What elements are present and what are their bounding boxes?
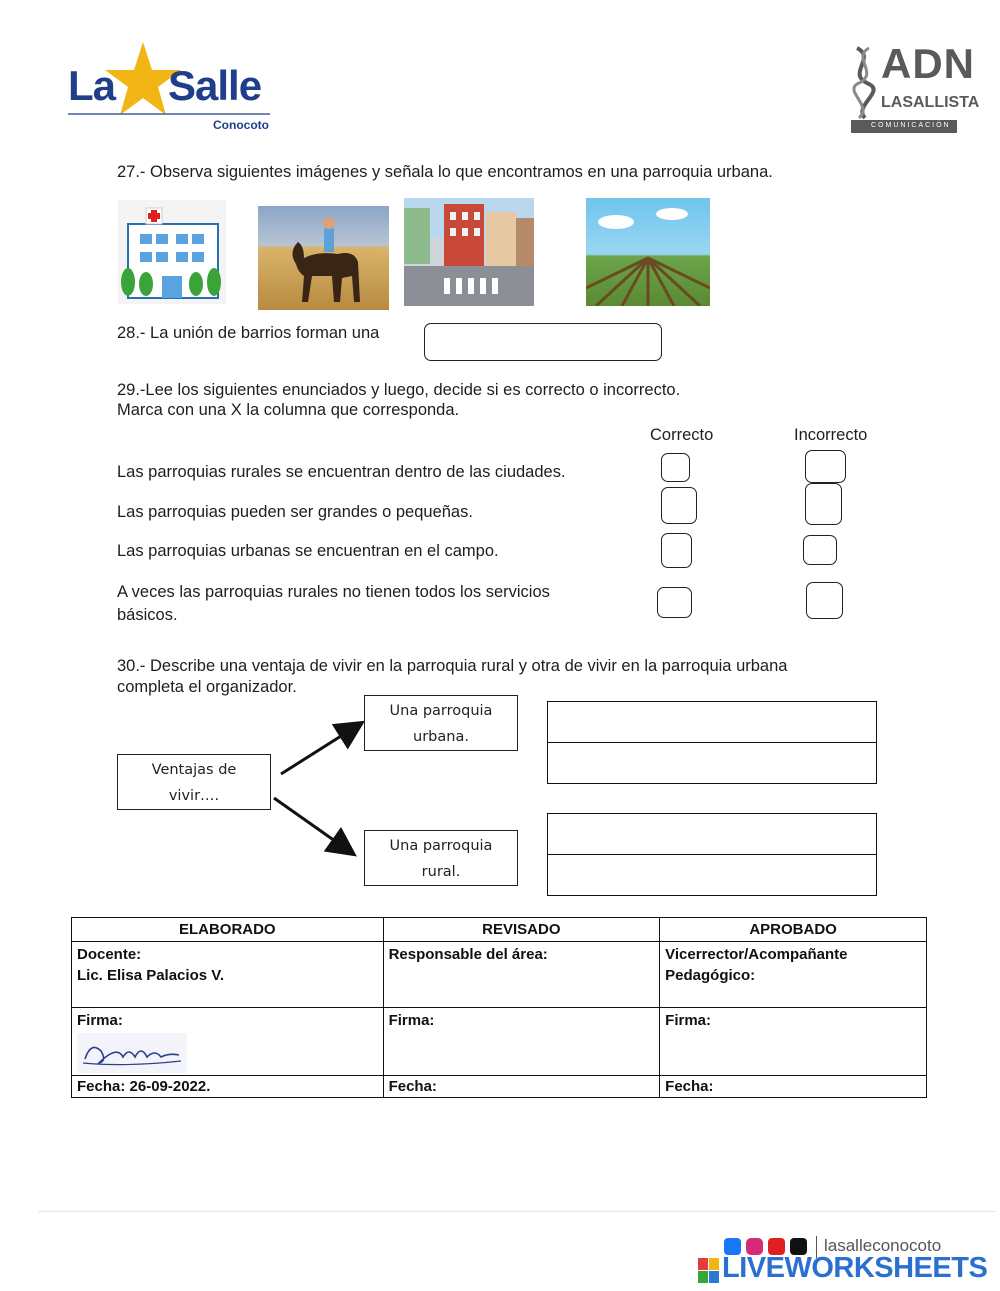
organizer-rural-line2: rural. bbox=[421, 864, 461, 880]
signature-table bbox=[71, 917, 927, 1098]
elaborado-firma-cell bbox=[72, 1008, 384, 1076]
vicerrector-label-2: Pedagógico: bbox=[665, 967, 756, 984]
question-30-text: 30.- Describe una ventaja de vivir en la parroquia rural y otra de vivir en la parroquia urbana bbox=[117, 657, 788, 675]
arrow-to-rural bbox=[274, 798, 352, 853]
handwritten-signature-icon bbox=[77, 1033, 187, 1073]
social-handle[interactable]: lasalleconocoto bbox=[824, 1236, 942, 1255]
organizer-rural-line1: Una parroquia bbox=[389, 838, 493, 854]
lasalle-subtitle: Conocoto bbox=[213, 118, 269, 132]
liveworksheets-live-badge bbox=[698, 1258, 720, 1284]
question-27-text: 27.- Observa siguientes imágenes y señala lo que encontramos en una parroquia urbana. bbox=[117, 163, 773, 181]
header-revisado: REVISADO bbox=[383, 918, 660, 942]
lasalle-brand-part2: Salle bbox=[168, 62, 262, 109]
docente-label: Docente: bbox=[77, 946, 142, 963]
organizer-urban-line2: urbana. bbox=[413, 729, 469, 745]
revisado-responsable-cell bbox=[383, 942, 660, 1008]
elaborado-docente-cell bbox=[72, 942, 384, 1008]
adn-title: ADN bbox=[881, 40, 975, 87]
organizer-root-line1: Ventajas de bbox=[151, 762, 237, 778]
header-elaborado: ELABORADO bbox=[72, 918, 384, 942]
column-header-correct: Correcto bbox=[650, 426, 714, 444]
organizer-root-line2: vivir…. bbox=[168, 788, 220, 804]
column-header-incorrect: Incorrecto bbox=[794, 426, 868, 444]
statement-1: Las parroquias rurales se encuentran dentro de las ciudades. bbox=[117, 463, 566, 481]
question-28-text: 28.- La unión de barrios forman una bbox=[117, 324, 380, 342]
question-29-instruction: 29.-Lee los siguientes enunciados y luego, decide si es correcto o incorrecto. bbox=[117, 381, 681, 399]
fecha-elaborado: Fecha: 26-09-2022. bbox=[72, 1076, 384, 1098]
question-29-instruction-2: Marca con una X la columna que corresponda. bbox=[117, 401, 460, 419]
organizer-urban-line1: Una parroquia bbox=[389, 703, 493, 719]
firma-label-revisado: Firma: bbox=[388, 1012, 435, 1029]
docente-name: Lic. Elisa Palacios V. bbox=[77, 967, 225, 984]
statement-4-continued: básicos. bbox=[117, 606, 178, 624]
arrow-to-urban bbox=[281, 724, 360, 774]
vicerrector-label: Vicerrector/Acompañante bbox=[665, 946, 848, 963]
statement-4: A veces las parroquias rurales no tienen todos los servicios bbox=[117, 583, 550, 601]
firma-label-aprobado: Firma: bbox=[665, 1012, 711, 1029]
adn-subtitle: LASALLISTA bbox=[881, 94, 980, 111]
adn-caption: COMUNICACIÓN bbox=[871, 122, 951, 129]
liveworksheets-brand: LIVEWORKSHEETS bbox=[722, 1252, 988, 1284]
firma-label-elaborado: Firma: bbox=[77, 1012, 123, 1029]
aprobado-firma-cell bbox=[660, 1008, 927, 1076]
revisado-firma-cell bbox=[383, 1008, 660, 1076]
fecha-revisado: Fecha: bbox=[383, 1076, 660, 1098]
footer-divider bbox=[38, 1211, 996, 1212]
fecha-aprobado: Fecha: bbox=[660, 1076, 927, 1098]
statement-3: Las parroquias urbanas se encuentran en el campo. bbox=[117, 542, 499, 560]
urban-answer-field-1[interactable] bbox=[547, 701, 877, 743]
question-30-text-2: completa el organizador. bbox=[117, 678, 297, 696]
header-aprobado: APROBADO bbox=[660, 918, 927, 942]
lasalle-brand-part1: La bbox=[68, 62, 116, 109]
statement-2: Las parroquias pueden ser grandes o pequeñas. bbox=[117, 503, 473, 521]
responsable-label: Responsable del área: bbox=[388, 946, 548, 963]
aprobado-vicerrector-cell bbox=[660, 942, 927, 1008]
urban-answer-field-2[interactable] bbox=[547, 742, 877, 784]
rural-answer-field-1[interactable] bbox=[547, 813, 877, 855]
rural-answer-field-2[interactable] bbox=[547, 854, 877, 896]
